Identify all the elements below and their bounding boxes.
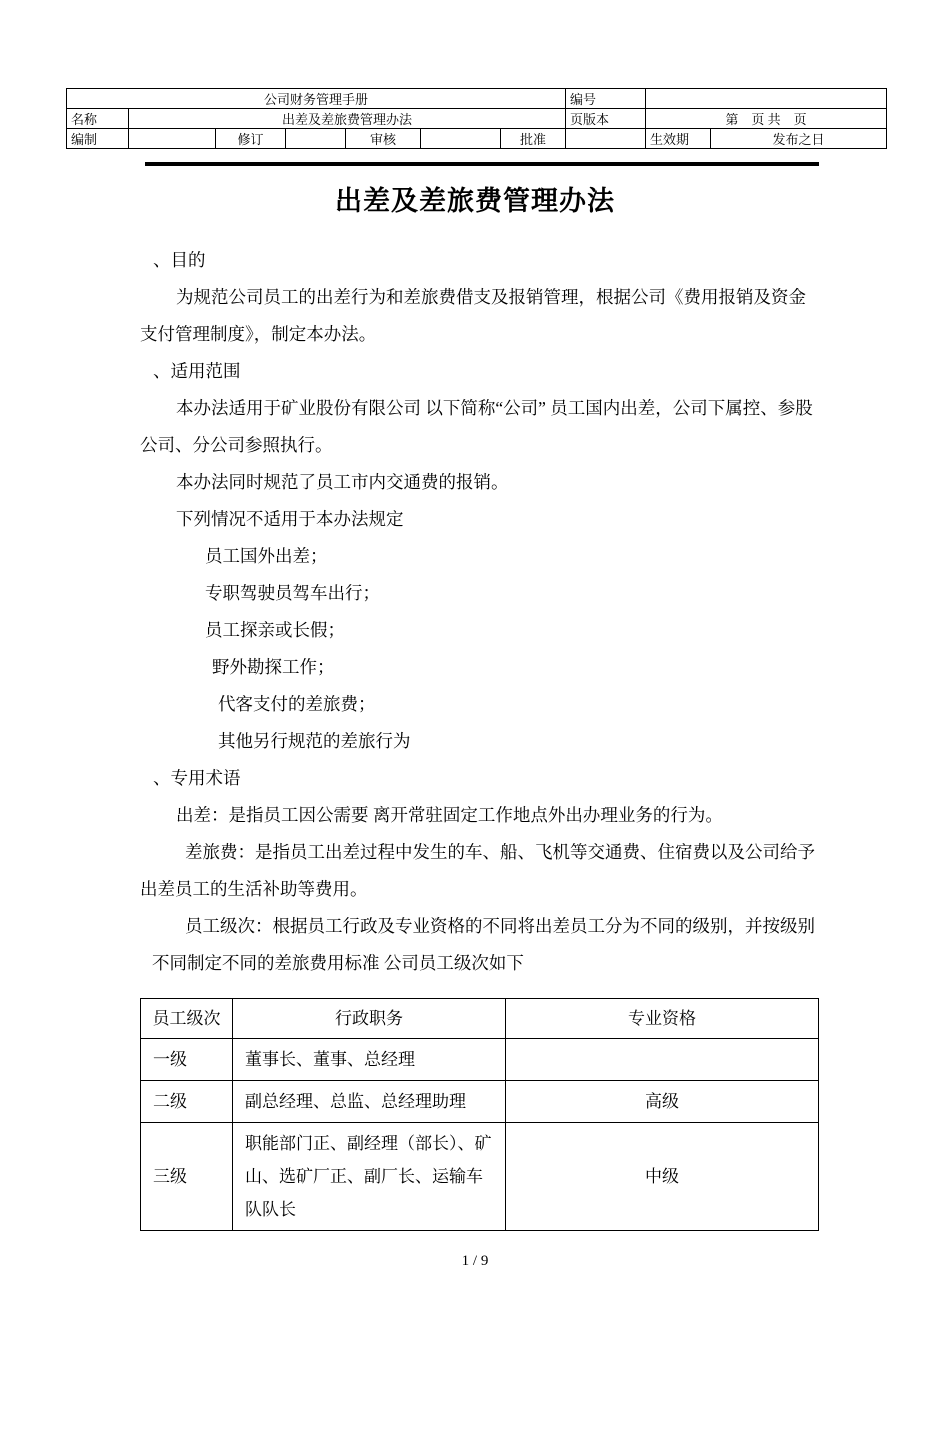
cell-qualification: 中级 [506, 1123, 819, 1231]
manual-title: 公司财务管理手册 [67, 89, 566, 109]
approval-label: 批准 [501, 129, 566, 149]
column-header-level: 员工级次 [141, 999, 233, 1039]
review-label: 审核 [346, 129, 421, 149]
table-row [141, 1081, 819, 1123]
review-value-cell [421, 129, 501, 149]
number-value [646, 89, 887, 109]
page-title: 出差及差旅费管理办法 [335, 186, 615, 216]
doc-name: 出差及差旅费管理办法 [129, 109, 566, 129]
page-number: 1 / 9 [461, 1253, 489, 1269]
effective-date-label: 生效期 [646, 129, 711, 149]
list-item-field-survey: 野外勘探工作； [212, 657, 335, 677]
cell-level: 三级 [141, 1123, 233, 1231]
table-row [141, 1123, 819, 1231]
list-item-family-visit: 员工探亲或长假； [205, 620, 345, 640]
cell-duty: 副总经理、总监、总经理助理 [233, 1081, 506, 1123]
paragraph-term-level: 员工级次：根据员工行政及专业资格的不同将出差员工分为不同的级别，并按级别不同制定不同的差旅费用标准 公司员工级次如下 [152, 916, 815, 973]
cell-level: 二级 [141, 1081, 233, 1123]
paragraph-term-trip: 出差：是指员工因公需要 离开常驻固定工作地点外出办理业务的行为。 [176, 805, 723, 825]
page-of-label: 第 页 共 页 [646, 109, 887, 129]
revision-value-cell [286, 129, 346, 149]
column-header-qualification: 专业资格 [506, 999, 819, 1039]
name-label: 名称 [67, 109, 129, 129]
cell-duty: 职能部门正、副经理（部长）、矿山、选矿厂正、副厂长、运输车队队长 [233, 1123, 506, 1231]
list-item-other: 其他另行规范的差旅行为 [218, 731, 411, 751]
column-header-duty: 行政职务 [233, 999, 506, 1039]
paragraph-term-expense: 差旅费：是指员工出差过程中发生的车、船、飞机等交通费、住宿费以及公司给予出差员工的生活补助等费用。 [140, 842, 815, 899]
document-body [140, 242, 818, 982]
header-row-3 [67, 129, 887, 149]
section-heading-terms: 、专用术语 [153, 768, 241, 788]
table-row [141, 1039, 819, 1081]
section-heading-purpose: 、目的 [153, 250, 206, 270]
cell-qualification: 高级 [506, 1081, 819, 1123]
approval-value-cell [566, 129, 646, 149]
document-header-table [66, 88, 887, 149]
paragraph-purpose: 为规范公司员工的出差行为和差旅费借支及报销管理，根据公司《费用报销及资金支付管理制度》，制定本办法。 [140, 287, 806, 344]
cell-level: 一级 [141, 1039, 233, 1081]
paragraph-scope-1: 本办法适用于矿业股份有限公司 以下简称“公司” 员工国内出差，公司下属控、参股公司、分公司参照执行。 [140, 398, 813, 455]
level-table-header-row [141, 999, 819, 1039]
cell-qualification [506, 1039, 819, 1081]
list-item-client-paid: 代客支付的差旅费； [218, 694, 376, 714]
document-page [0, 88, 950, 1432]
header-row-2 [67, 109, 887, 129]
publish-date-label: 发布之日 [711, 129, 887, 149]
draft-label: 编制 [67, 129, 129, 149]
list-item-driver: 专职驾驶员驾车出行； [205, 583, 380, 603]
revision-label: 修订 [216, 129, 286, 149]
title-divider-rule [145, 162, 819, 166]
number-label: 编号 [566, 89, 646, 109]
version-label: 页版本 [566, 109, 646, 129]
draft-value-cell [129, 129, 216, 149]
list-item-abroad: 员工国外出差； [205, 546, 328, 566]
paragraph-scope-2: 本办法同时规范了员工市内交通费的报销。 [176, 472, 509, 492]
employee-level-table [140, 998, 819, 1231]
section-heading-scope: 、适用范围 [153, 361, 241, 381]
cell-duty: 董事长、董事、总经理 [233, 1039, 506, 1081]
paragraph-exclusion-intro: 下列情况不适用于本办法规定 [176, 509, 404, 529]
header-row-1 [67, 89, 887, 109]
